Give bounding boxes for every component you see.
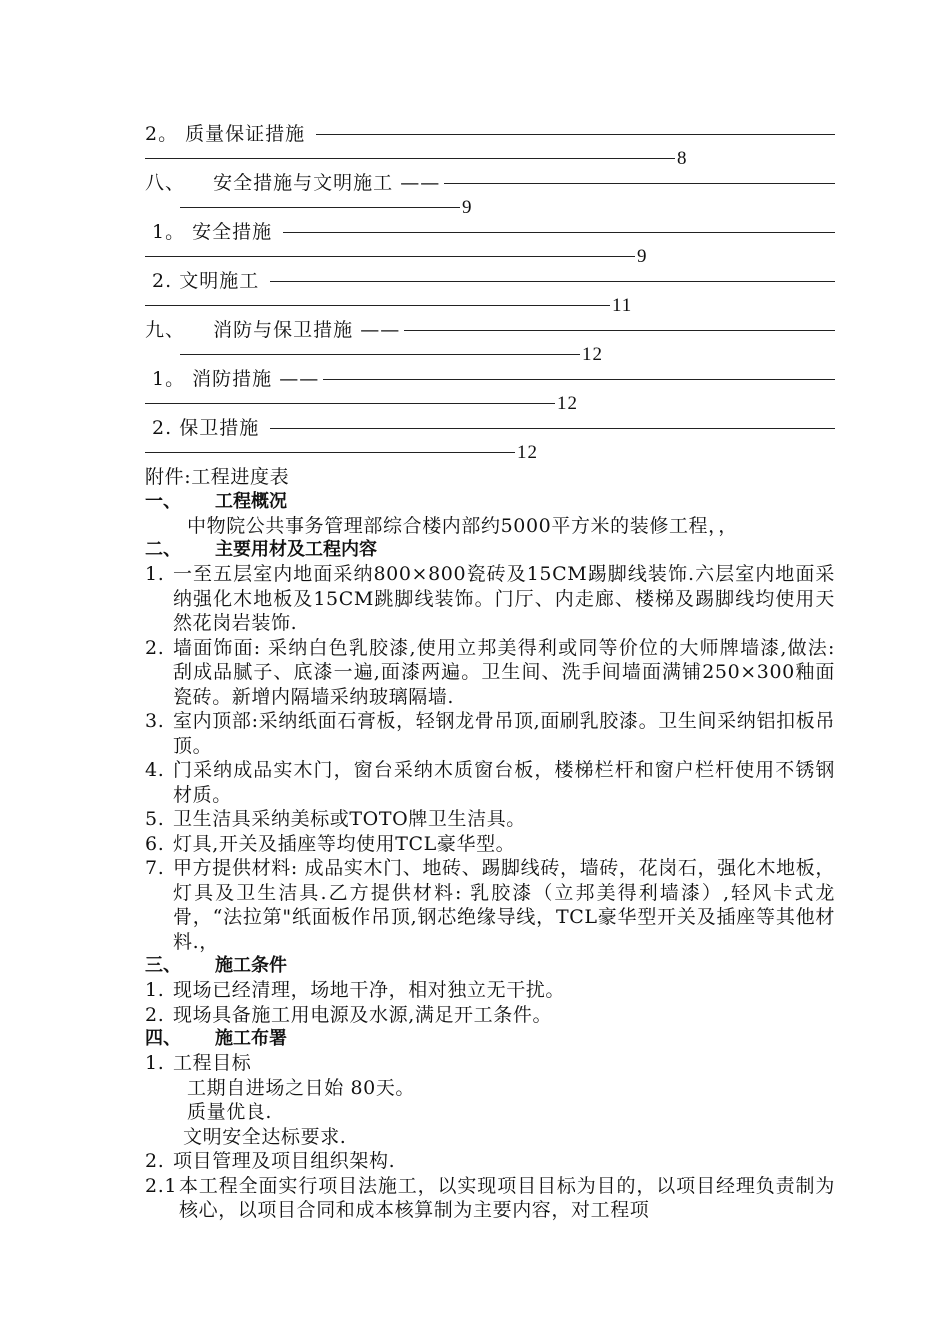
toc-entry[interactable]	[145, 318, 835, 343]
item-number: 1.	[145, 979, 165, 1001]
item-number: 4.	[145, 759, 165, 781]
toc-entry-label: 九、 消防与保卫措施 ——	[145, 319, 401, 341]
list-item	[145, 758, 835, 807]
section-heading	[145, 954, 835, 978]
item-text: 本工程全面实行项目法施工，以实现项目目标为目的，以项目经理负责制为核心，以项目合同和成本核算制为主要内容，对工程项	[179, 1174, 835, 1221]
toc-entry[interactable]	[145, 220, 835, 245]
item-number: 2.	[145, 1003, 165, 1026]
goal-line: 文明安全达标要求.	[183, 1125, 347, 1148]
toc-entry[interactable]	[145, 269, 835, 294]
list-item	[145, 807, 835, 832]
item-number: 3.	[145, 710, 165, 732]
toc-entry-label: 2. 保卫措施	[145, 417, 267, 439]
toc-entry-continuation	[145, 343, 835, 368]
toc-leader	[270, 281, 835, 282]
item-text: 门采纳成品实木门，窗台采纳木质窗台板，楼梯栏杆和窗户栏杆使用不锈钢材质。	[173, 759, 835, 806]
document-page	[145, 122, 835, 1223]
toc-leader	[404, 330, 835, 331]
table-of-contents	[145, 122, 835, 465]
toc-entry-continuation	[145, 245, 835, 270]
toc-page-number: 9	[637, 245, 648, 267]
toc-leader	[283, 232, 835, 233]
list-item	[145, 709, 835, 758]
toc-entry-label: 2. 文明施工	[145, 270, 267, 292]
section-number: 二、	[145, 539, 181, 560]
toc-entry-label: 2。 质量保证措施	[145, 123, 313, 145]
item-number: 1.	[145, 563, 165, 585]
toc-leader	[323, 379, 835, 380]
toc-page-number: 11	[612, 294, 633, 316]
section-number: 一、	[145, 490, 181, 512]
item-number: 2.	[145, 1150, 165, 1172]
item-number: 1.	[145, 1052, 165, 1074]
toc-leader	[145, 305, 610, 306]
toc-entry-continuation	[145, 392, 835, 417]
toc-entry[interactable]	[145, 367, 835, 392]
toc-leader	[145, 403, 555, 404]
section-number: 三、	[145, 955, 181, 976]
goal-line: 质量优良.	[187, 1101, 273, 1123]
section-title: 施工布署	[215, 1028, 287, 1049]
attachment-line: 附件:工程进度表	[145, 466, 290, 488]
toc-leader	[180, 207, 460, 208]
item-text: 一至五层室内地面采纳800×800瓷砖及15CM踢脚线装饰.六层室内地面采纳强化木地板及15CM跳脚线装饰。门厅、内走廊、楼梯及踢脚线均使用天然花岗岩装饰.	[173, 563, 835, 634]
section-title: 施工条件	[215, 955, 287, 976]
item-text: 现场已经清理，场地干净，相对独立无干扰。	[173, 979, 566, 1001]
item-number: 2.	[145, 636, 165, 659]
item-text: 工程目标	[173, 1052, 252, 1074]
section-heading	[145, 490, 835, 514]
toc-entry-continuation	[145, 294, 835, 319]
item-text: 现场具备施工用电源及水源,满足开工条件。	[173, 1003, 553, 1026]
conditions-list	[145, 978, 835, 1027]
item-text: 灯具,开关及插座等均使用TCL豪华型。	[173, 832, 516, 855]
list-item	[145, 832, 835, 857]
toc-leader	[270, 428, 835, 429]
toc-entry[interactable]	[145, 416, 835, 441]
toc-page-number: 12	[582, 343, 603, 365]
paragraph: 中物院公共事务管理部综合楼内部约5000平方米的装修工程，，	[187, 514, 738, 537]
materials-list	[145, 562, 835, 954]
section-title: 工程概况	[215, 490, 287, 512]
toc-leader	[145, 158, 675, 159]
item-text: 甲方提供材料: 成品实木门、地砖、踢脚线砖，墙砖，花岗石，强化木地板，灯具及卫生洁具.乙方提供材料: 乳胶漆（立邦美得利墙漆）,轻风卡式龙骨，“法拉第"纸面板作吊顶,钢芯绝缘导线，TCL豪华型开关及插座等其他材料.，	[173, 857, 835, 953]
toc-page-number: 9	[462, 196, 473, 218]
list-item	[145, 636, 835, 710]
toc-entry[interactable]	[145, 171, 835, 196]
list-item	[145, 562, 835, 636]
item-number: 6.	[145, 832, 165, 855]
section-heading	[145, 1027, 835, 1051]
list-item	[145, 1051, 835, 1076]
item-text: 墙面饰面: 采纳白色乳胶漆,使用立邦美得利或同等价位的大师牌墙漆,做法: 刮成品腻子、底漆一遍,面漆两遍。卫生间、洗手间墙面满铺250×300釉面瓷砖。新增内隔墙采纳玻璃隔墙.	[173, 636, 835, 708]
list-item	[145, 1149, 835, 1174]
list-item	[145, 1174, 835, 1223]
list-item	[145, 978, 835, 1003]
toc-entry[interactable]	[145, 122, 835, 147]
toc-leader	[145, 452, 515, 453]
toc-entry-continuation	[145, 441, 835, 466]
toc-leader	[145, 256, 635, 257]
toc-page-number: 12	[557, 392, 578, 414]
toc-entry-continuation	[145, 147, 835, 172]
section-title: 主要用材及工程内容	[215, 539, 377, 560]
toc-leader	[444, 183, 835, 184]
toc-page-number: 12	[517, 441, 538, 463]
item-number: 7.	[145, 857, 165, 879]
section-heading	[145, 538, 835, 562]
toc-entry-label: 1。 消防措施 ——	[145, 368, 320, 390]
item-text: 室内顶部:采纳纸面石膏板，轻钢龙骨吊顶,面刷乳胶漆。卫生间采纳铝扣板吊顶。	[173, 710, 835, 757]
item-number: 5.	[145, 808, 165, 830]
toc-entry-label: 八、 安全措施与文明施工 ——	[145, 172, 441, 194]
goal-line: 工期自进场之日始 80天。	[187, 1076, 416, 1099]
toc-page-number: 8	[677, 147, 688, 169]
toc-entry-label: 1。 安全措施	[145, 221, 280, 243]
toc-leader	[180, 354, 580, 355]
toc-leader	[316, 134, 835, 135]
item-number: 2.1	[145, 1174, 178, 1197]
item-text: 卫生洁具采纳美标或TOTO牌卫生洁具。	[173, 808, 526, 830]
section-number: 四、	[145, 1028, 181, 1049]
toc-entry-continuation	[145, 196, 835, 221]
list-item	[145, 856, 835, 954]
item-text: 项目管理及项目组织架构.	[173, 1150, 396, 1172]
list-item	[145, 1003, 835, 1028]
